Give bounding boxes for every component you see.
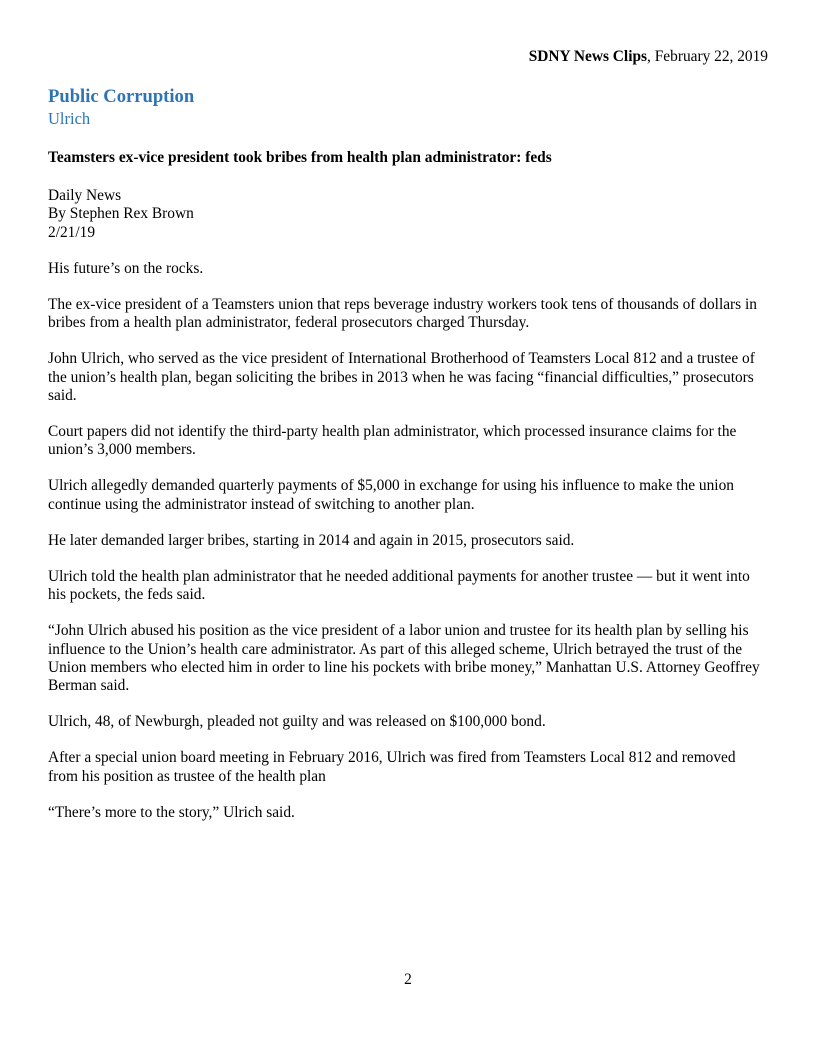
paragraph: After a special union board meeting in February 2016, Ulrich was fired from Teamsters Local 812 and removed from his position as trustee of the health plan xyxy=(48,749,736,785)
paragraph: “There’s more to the story,” Ulrich said. xyxy=(48,803,295,821)
section-subtitle: Ulrich xyxy=(48,109,91,128)
byline-block xyxy=(48,187,768,242)
paragraph: He later demanded larger bribes, starting in 2014 and again in 2015, prosecutors said. xyxy=(48,531,575,549)
paragraph: “John Ulrich abused his position as the vice president of a labor union and trustee for its health plan by selling his influence to the Union’s health care administrator. As part of this alleged scheme, Ulrich betrayed the trust of the Union members who elected him in order to line his pockets with bribe money,” Manhattan U.S. Attorney Geoffrey Berman said. xyxy=(48,622,760,695)
section-title: Public Corruption xyxy=(48,86,195,107)
publication-name: SDNY News Clips xyxy=(528,48,648,65)
page-header xyxy=(529,48,768,66)
paragraph: His future’s on the rocks. xyxy=(48,259,204,277)
page-number: 2 xyxy=(404,971,412,988)
paragraph: John Ulrich, who served as the vice president of International Brotherhood of Teamsters Local 812 and a trustee of the union’s health plan, began soliciting the bribes in 2013 when he was facing “financial difficulties,” prosecutors said. xyxy=(48,350,755,404)
article-content xyxy=(48,86,768,822)
article-headline: Teamsters ex-vice president took bribes from health plan administrator: feds xyxy=(48,149,552,166)
paragraph: Ulrich, 48, of Newburgh, pleaded not guilty and was released on $100,000 bond. xyxy=(48,713,546,731)
article-source: Daily News xyxy=(48,187,122,205)
paragraph: The ex-vice president of a Teamsters union that reps beverage industry workers took tens of thousands of dollars in bribes from a health plan administrator, federal prosecutors charged Thursday. xyxy=(48,296,757,332)
paragraph: Court papers did not identify the third-party health plan administrator, which processed insurance claims for the union’s 3,000 members. xyxy=(48,423,737,459)
article-date: 2/21/19 xyxy=(48,223,96,241)
paragraph: Ulrich told the health plan administrator that he needed additional payments for another trustee — but it went into his pockets, the feds said. xyxy=(48,568,750,604)
header-date: , February 22, 2019 xyxy=(647,48,768,65)
article-author: By Stephen Rex Brown xyxy=(48,205,194,223)
paragraph: Ulrich allegedly demanded quarterly payments of $5,000 in exchange for using his influence to make the union continue using the administrator instead of switching to another plan. xyxy=(48,477,734,513)
